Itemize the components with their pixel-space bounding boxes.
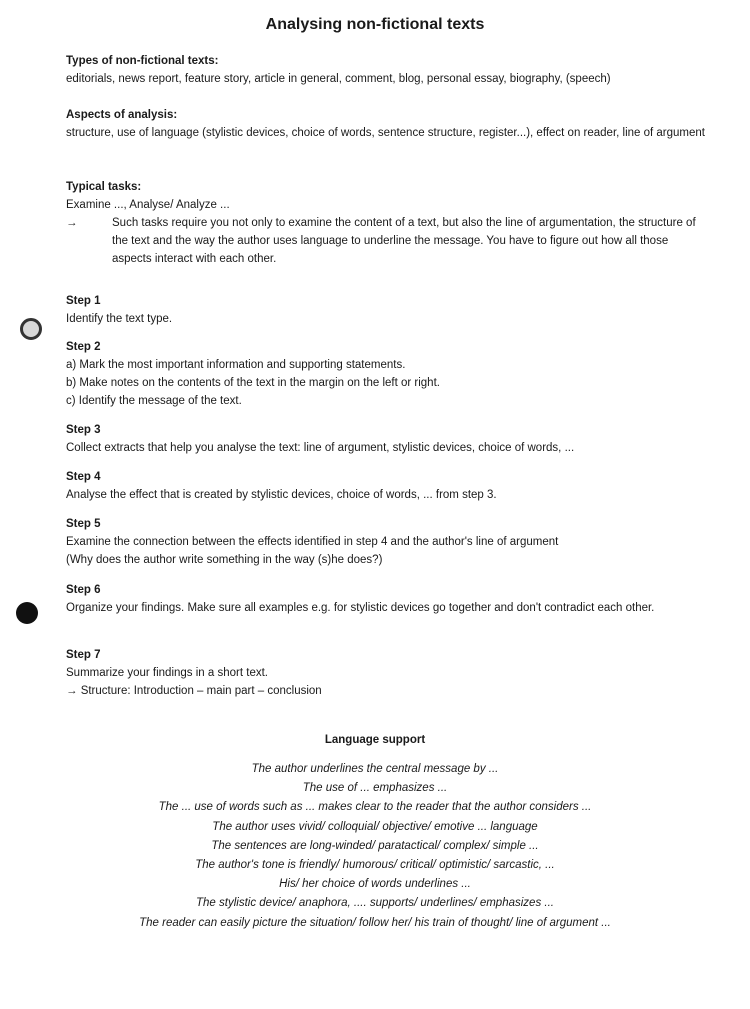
tasks-heading: Typical tasks: bbox=[66, 181, 142, 193]
step-text: a) Mark the most important information and supporting statements. bbox=[66, 359, 406, 371]
tasks-section bbox=[66, 178, 706, 268]
step-7 bbox=[66, 646, 706, 700]
support-line: The author underlines the central message by ... bbox=[251, 763, 499, 775]
step-text: → Structure: Introduction – main part – conclusion bbox=[66, 685, 322, 697]
support-line: His/ her choice of words underlines ... bbox=[279, 878, 471, 891]
language-support-list bbox=[0, 760, 750, 933]
support-line: The ... use of words such as ... makes clear to the reader that the author considers ... bbox=[158, 801, 592, 814]
arrow-icon: → bbox=[66, 217, 78, 229]
support-line: The author uses vivid/ colloquial/ objective/ emotive ... language bbox=[212, 820, 538, 833]
step-2 bbox=[66, 338, 706, 410]
step-text: Summarize your findings in a short text. bbox=[66, 667, 268, 679]
aspects-text: structure, use of language (stylistic devices, choice of words, sentence structure, register...), effect on reader, line of argument bbox=[66, 127, 705, 139]
support-line: The sentences are long-winded/ paratactical/ complex/ simple ... bbox=[211, 839, 539, 852]
tasks-explanation: Such tasks require you not only to examine the content of a text, but also the line of argumentation, the structure of the text and the way the author uses language to underline the message. You have to figure out how all those aspects interact with each other. bbox=[112, 217, 696, 265]
step-4 bbox=[66, 468, 706, 504]
step-3 bbox=[66, 421, 706, 457]
types-text: editorials, news report, feature story, article in general, comment, blog, personal essay, biography, (speech) bbox=[66, 73, 611, 85]
step-label: Step 4 bbox=[66, 471, 101, 483]
tasks-arrow-row bbox=[66, 214, 706, 268]
document-title: Analysing non-fictional texts bbox=[265, 16, 485, 33]
step-5 bbox=[66, 515, 706, 569]
step-text: Identify the text type. bbox=[66, 313, 173, 325]
support-line: The reader can easily picture the situation/ follow her/ his train of thought/ line of argument ... bbox=[139, 916, 611, 929]
step-text: b) Make notes on the contents of the text in the margin on the left or right. bbox=[66, 377, 440, 389]
step-label: Step 1 bbox=[66, 295, 101, 307]
step-6 bbox=[66, 581, 706, 617]
step-text: Organize your findings. Make sure all examples e.g. for stylistic devices go together and don't contradict each other. bbox=[66, 602, 655, 614]
step-text: Analyse the effect that is created by stylistic devices, choice of words, ... from step 3. bbox=[66, 489, 497, 501]
step-label: Step 5 bbox=[66, 518, 101, 530]
types-section bbox=[66, 52, 706, 88]
step-label: Step 2 bbox=[66, 341, 101, 353]
punch-hole-ring bbox=[20, 318, 42, 340]
aspects-heading: Aspects of analysis: bbox=[66, 109, 178, 121]
step-label: Step 7 bbox=[66, 649, 101, 661]
types-heading: Types of non-fictional texts: bbox=[66, 55, 219, 67]
step-1 bbox=[66, 292, 706, 328]
punch-hole bbox=[16, 602, 38, 624]
tasks-line: Examine ..., Analyse/ Analyze ... bbox=[66, 199, 230, 211]
support-line: The author's tone is friendly/ humorous/ critical/ optimistic/ sarcastic, ... bbox=[195, 859, 555, 872]
language-support-heading: Language support bbox=[324, 734, 426, 746]
support-line: The use of ... emphasizes ... bbox=[302, 782, 448, 795]
step-text: c) Identify the message of the text. bbox=[66, 395, 242, 407]
step-text: (Why does the author write something in the way (s)he does?) bbox=[66, 554, 383, 566]
aspects-section bbox=[66, 106, 706, 142]
step-text: Collect extracts that help you analyse the text: line of argument, stylistic devices, choice of words, ... bbox=[66, 442, 575, 454]
step-text: Examine the connection between the effects identified in step 4 and the author's line of argument bbox=[66, 536, 559, 548]
step-label: Step 6 bbox=[66, 584, 101, 596]
step-label: Step 3 bbox=[66, 424, 101, 436]
support-line: The stylistic device/ anaphora, .... supports/ underlines/ emphasizes ... bbox=[196, 897, 554, 910]
